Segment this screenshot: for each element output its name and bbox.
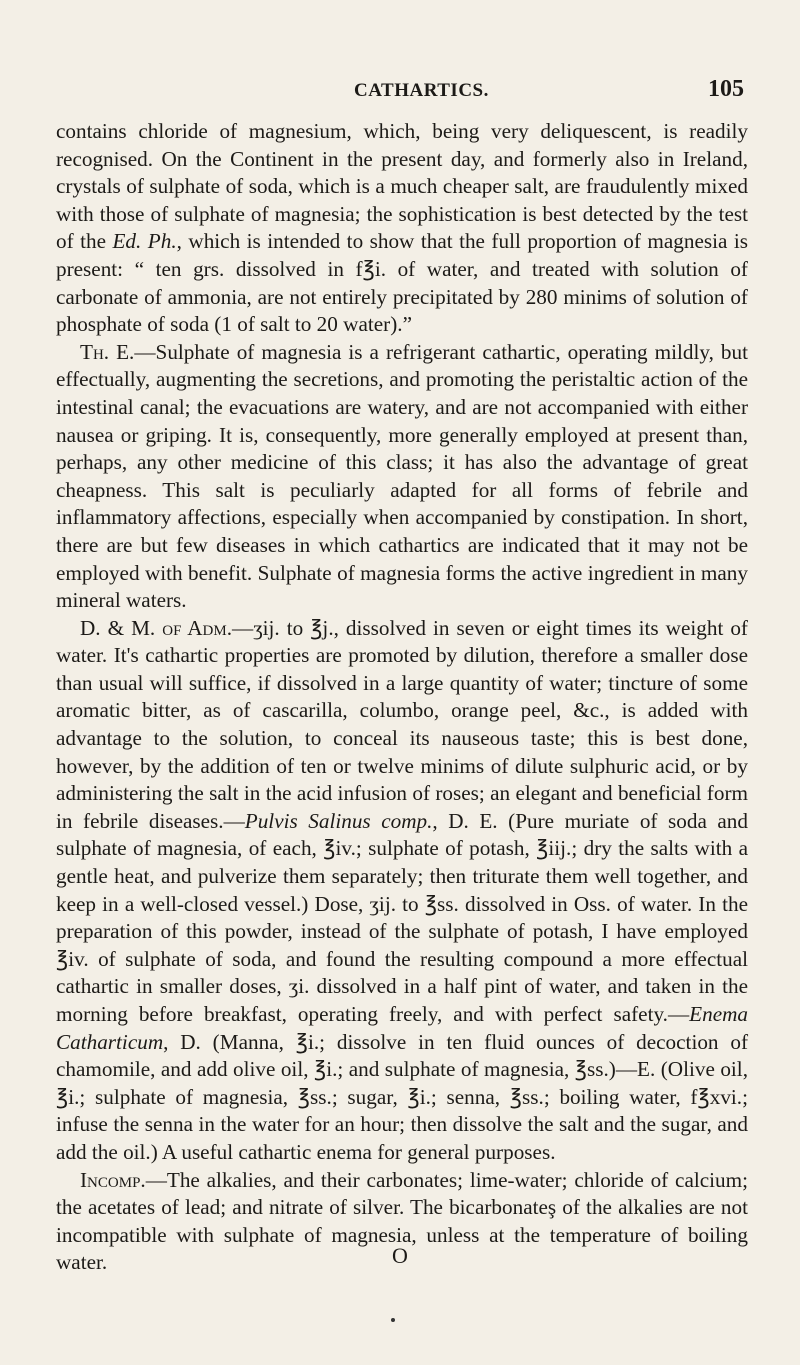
paragraph-text: —ʒij. to ℥j., dissolved in seven or eight times its weight of water. It's cathartic properties are promoted by dilution, therefore a smaller dose than usual will suffice, if dissolved in a large quantity of water; tincture of some aromatic bitter, as of cascarilla, columbo, orange peel, &c., is added with advantage to the solution, to conceal its nauseous taste; this is best done, however, by the addition of ten or twelve minims of dilute sulphuric acid, or by administering the salt in the acid infusion of roses; an elegant and beneficial form in febrile diseases.— — [56, 615, 748, 833]
page-number: 105 — [708, 76, 744, 102]
formula-enema-catharticum: Enema Catharticum — [56, 1002, 748, 1054]
paragraph-therapeutic-effects — [56, 339, 748, 615]
signature-mark: O — [392, 1243, 408, 1268]
page-header — [56, 76, 748, 106]
paragraph-magnesia-test — [56, 118, 748, 339]
body-text — [56, 118, 748, 1277]
paragraph-text: , which is intended to show that the full proportion of magnesia is present: “ ten grs. dissolved in f℥i. of water, and treated with solution of carbonate of ammonia, are not entirely precipitated by 280 minims of solution of phosphate of soda (1 of salt to 20 water).” — [56, 229, 748, 337]
paragraph-text: , D. E. (Pure muriate of soda and sulphate of magnesia, of each, ℥iv.; sulphate of potash, ℥iij.; dry the salts with a gentle heat, and pulverize them separately; then triturate them well together, and keep in a well-closed vessel.) Dose, ʒij. to ℥ss. dissolved in Oss. of water. In the preparation of this powder, instead of the sulphate of potash, I have employed ℥iv. of sulphate of soda, and found the resulting compound a more effectual cathartic in smaller doses, ʒi. dissolved in a half pint of water, and taken in the morning before breakfast, operating freely, and with perfect safety.— — [56, 808, 748, 1026]
paragraph-text: —Sulphate of magnesia is a refrigerant cathartic, operating mildly, but effectually, augmenting the secretions, and promoting the peristaltic action of the intestinal canal; the evacuations are watery, and are not accompanied with either nausea or griping. It is, consequently, more generally employed at present than, perhaps, any other medicine of this class; it has also the advantage of great cheapness. This salt is peculiarly adapted for all forms of febrile and inflammatory affections, especially when accompanied by constipation. In short, there are but few diseases in which cathartics are indicated that it may not be employed with benefit. Sulphate of magnesia forms the active ingredient in many mineral waters. — [56, 339, 749, 613]
paragraph-text: contains chloride of magnesium, which, being very deliquescent, is readily recognised. On the Continent in the present day, and formerly also in Ireland, crystals of sulphate of soda, which is a much cheaper salt, are fraudulently mixed with those of sulphate of magnesia; the sophistication is best detected by the test of the — [56, 119, 748, 254]
section-head-dose-administration: D. & M. of Adm. — [80, 615, 233, 640]
pharmacopoeia-reference: Ed. Ph. — [112, 229, 177, 254]
running-title: CATHARTICS. — [354, 80, 489, 101]
paragraph-dose-administration — [56, 615, 748, 1167]
ink-speck — [391, 1318, 395, 1322]
section-head-therapeutic-effects: Th. E. — [80, 339, 135, 364]
formula-pulvis-salinus: Pulvis Salinus comp. — [244, 808, 433, 833]
paragraph-text: —The alkalies, and their carbonates; lime-water; chloride of calcium; the acetates of lead; and nitrate of silver. The bicarbonateş of the alkalies are not incompatible with sulphate of magnesia, unless at the temperature of boiling water. — [56, 1167, 748, 1275]
paragraph-text: , D. (Manna, ℥i.; dissolve in ten fluid ounces of decoction of chamomile, and add olive oil, ℥i.; and sulphate of magnesia, ℥ss.)—E. (Olive oil, ℥i.; sulphate of magnesia, ℥ss.; sugar, ℥i.; senna, ℥ss.; boiling water, f℥xvi.; infuse the senna in the water for an hour; then dissolve the salt and the sugar, and add the oil.) A useful cathartic enema for general purposes. — [56, 1029, 748, 1164]
section-head-incompatibles: Incomp. — [80, 1167, 146, 1192]
